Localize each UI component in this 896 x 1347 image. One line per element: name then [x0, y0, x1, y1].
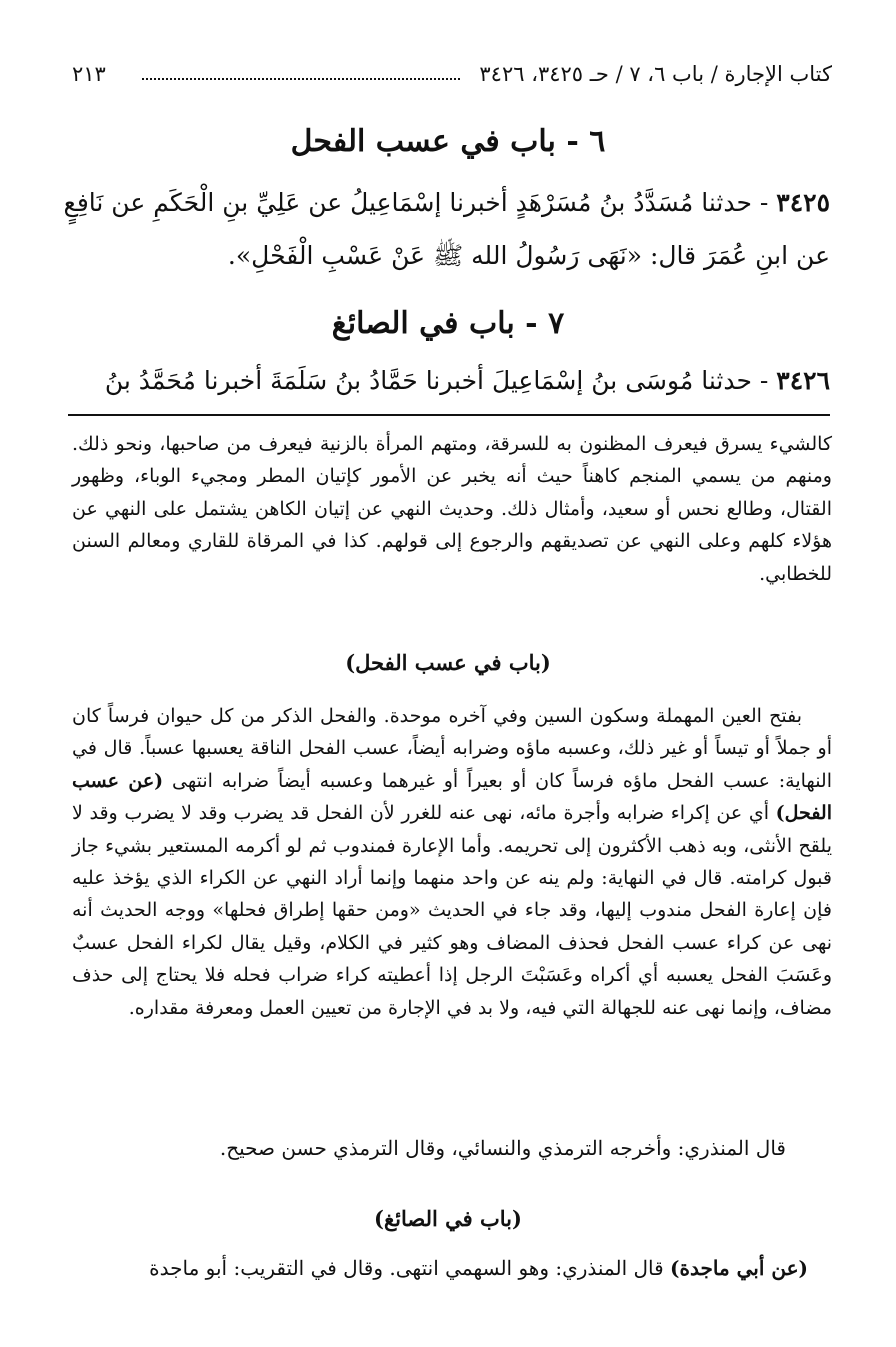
section-6-number: ٦ -	[566, 124, 606, 159]
section-7-number: ٧ -	[525, 306, 565, 341]
commentary-heading-saigh: (باب في الصائغ)	[374, 1206, 522, 1231]
hadith-3425-line-2	[66, 240, 830, 277]
running-header	[72, 62, 832, 96]
hadith-3425-line-1	[63, 188, 830, 217]
section-7-bab: باب	[468, 306, 515, 341]
section-7-title: في الصائغ	[331, 306, 459, 341]
section-6-bab: باب	[510, 124, 556, 159]
commentary-para-2-keyword: (عن عسب الفحل)	[72, 769, 832, 825]
commentary-mundhiri-note: قال المنذري: وأخرجه الترمذي والنسائي، وقال الترمذي حسن صحيح.	[219, 1136, 786, 1160]
commentary-paragraph-2	[72, 700, 832, 1024]
commentary-last-line	[72, 1256, 808, 1280]
hadith-3425-text-1: - حدثنا مُسَدَّدُ بنُ مُسَرْهَدٍ أخبرنا إسْمَاعِيلُ عن عَلِيِّ بنِ الْحَكَمِ عن نَافِعٍ	[63, 188, 769, 217]
commentary-paragraph-1	[72, 428, 832, 590]
hadith-3426-number: ٣٤٢٦	[776, 366, 830, 395]
hadith-3426-line-1	[66, 366, 830, 395]
commentary-last-text: قال المنذري: وهو السهمي انتهى. وقال في التقريب: أبو ماجدة	[149, 1256, 664, 1280]
commentary-para-2-text-b: أي عن إكراء ضرابه وأجرة مائه، نهى عنه للغرر لأن الفحل قد يضرب وقد لا يضرب وقد لا يلقح الأنثى، وبه ذهب الأكثرون إلى تحريمه. وأما الإعارة فمندوب ثم لو أكرمه المستعير بشيء جاز قبول كرامته. قال في النهاية: ولم ينه عن واحد منهما وإنما أراد النهي عن الكراء الذي يؤخذ عليه فإن إعارة الفحل مندوب إليها، وقد جاء في الحديث «ومن حقها إطراق فحلها» ووجه الحديث أنه نهى عن كراء عسب الفحل فحذف المضاف وهو كثير في الكلام، وقيل يقال لكراء الفحل عسبٌ وعَسَبَ الفحل يعسبه أي أكراه وعَسَبْتَ الرجل إذا أعطيته كراء ضراب فحله فلا يحتاج إلى حذف مضاف، وإنما نهى عنه للجهالة التي فيه، ولا بد في الإجارة من تعيين العمل ومعرفة مقداره.	[72, 802, 832, 1019]
commentary-last-keyword: (عن أبي ماجدة)	[670, 1256, 808, 1280]
hadith-3425-number: ٣٤٢٥	[776, 188, 830, 217]
section-6-heading	[60, 124, 836, 159]
commentary-para-1-text: كالشيء يسرق فيعرف المظنون به للسرقة، ومتهم المرأة بالزنية فيعرف من صاحبها، ونحو ذلك. ومنهم من يسمي المنجم كاهناً حيث أنه يخبر عن الأمور كإتيان المطر ومجيء الوباء، وظهور القتال، وطالع نحس أو سعيد، وأمثال ذلك. وحديث النهي عن إتيان الكاهن يشتمل على النهي عن هؤلاء كلهم وعلى النهي عن تصديقهم والرجوع إلى قولهم. كذا في المرقاة للقاري ومعالم السنن للخطابي.	[72, 433, 832, 585]
hadith-3425-text-2: عن ابنِ عُمَرَ قال: «نَهَى رَسُولُ الله ﷺ عَنْ عَسْبِ الْفَحْلِ».	[227, 241, 830, 270]
header-dot-leader	[142, 78, 460, 80]
section-6-title: في عسب الفحل	[290, 124, 500, 159]
hadith-3426-text-1: - حدثنا مُوسَى بنُ إسْمَاعِيلَ أخبرنا حَمَّادُ بنُ سَلَمَةَ أخبرنا مُحَمَّدُ بنُ	[104, 366, 769, 395]
header-title: كتاب الإجارة / باب ٦، ٧ / حـ ٣٤٢٥، ٣٤٢٦	[479, 62, 832, 86]
commentary-para-2-text-a: بفتح العين المهملة وسكون السين وفي آخره موحدة. والفحل الذكر من كل حيوان فرساً كان أو جملاً أو تيساً أو غير ذلك، وعسبه ماؤه وضرابه أيضاً، عسب الفحل الناقة يعسبها عسباً. قال في النهاية: عسب الفحل ماؤه فرساً كان أو بعيراً أو غيرهما وعسبه أيضاً ضرابه انتهى	[72, 705, 832, 792]
section-7-heading	[60, 306, 836, 341]
page-number: ٢١٣	[72, 62, 106, 86]
commentary-divider	[68, 414, 830, 416]
commentary-heading-fahl: (باب في عسب الفحل)	[345, 650, 551, 675]
